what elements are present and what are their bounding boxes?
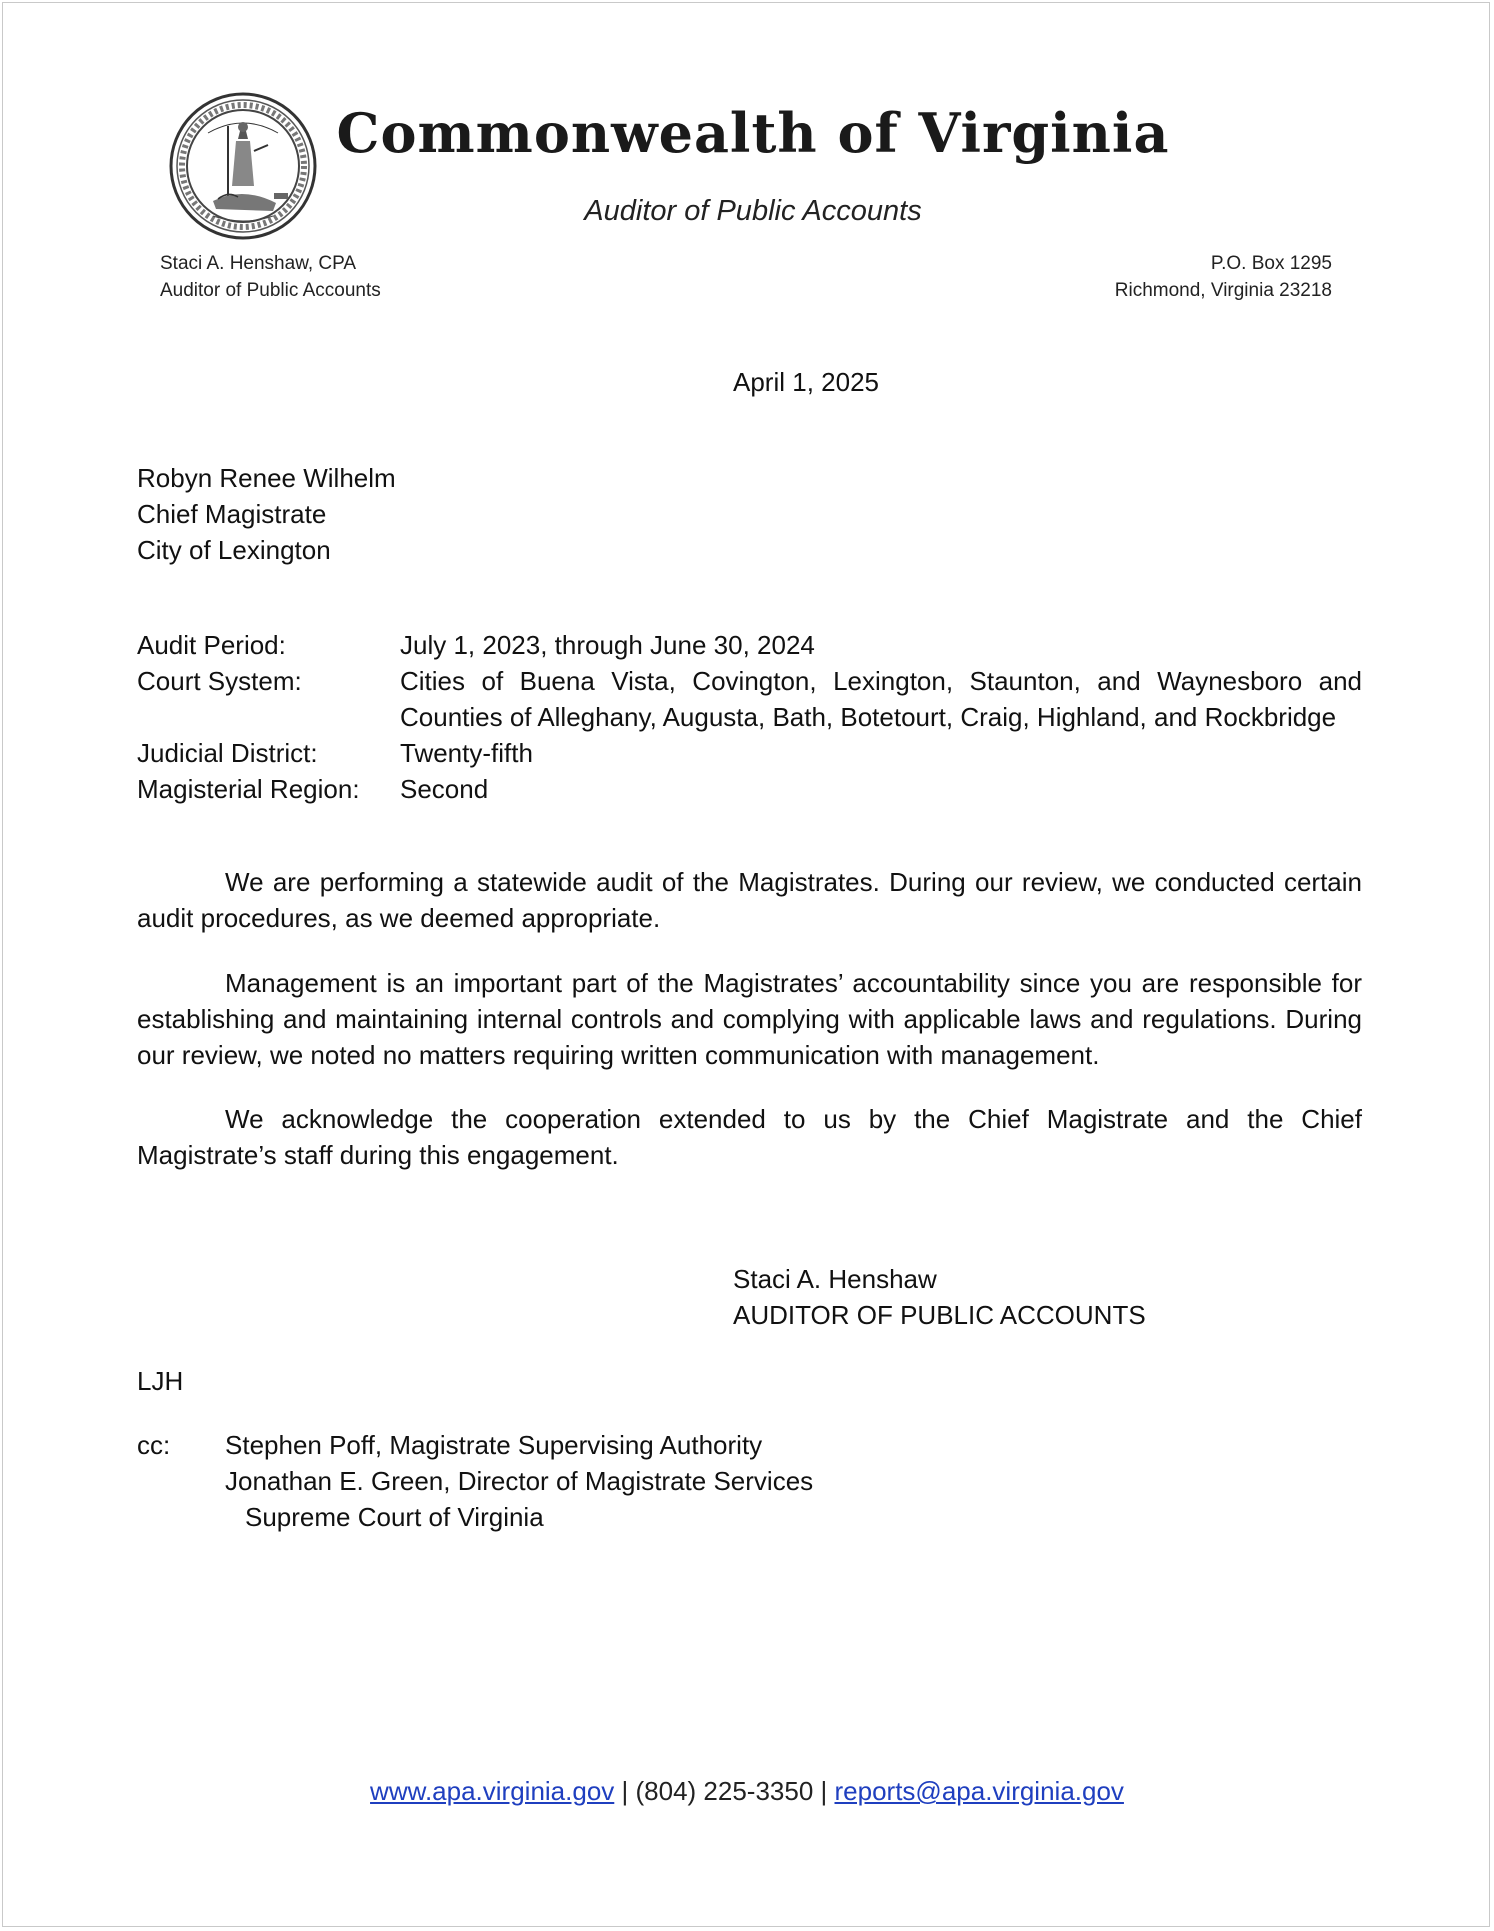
detail-row-court-system [137,663,1362,699]
signature-title: AUDITOR OF PUBLIC ACCOUNTS [733,1300,1146,1330]
cc-label: cc: [137,1430,171,1460]
detail-label: Judicial District: [137,738,318,768]
body-paragraph: We acknowledge the cooperation extended to us by the Chief Magistrate and the Chief Magistrate’s staff during this engagement. [137,1104,1362,1170]
address-city: Richmond, Virginia 23218 [1114,280,1332,301]
detail-value: July 1, 2023, through June 30, 2024 [400,630,815,660]
cc-recipient: Jonathan E. Green, Director of Magistrate Services [225,1466,814,1496]
signature-name: Staci A. Henshaw [733,1264,937,1294]
footer-separator: | [614,1776,636,1806]
detail-row-judicial-district [137,735,1362,771]
virginia-seal-icon [168,91,318,241]
letter-date: April 1, 2025 [733,367,879,397]
detail-label: Court System: [137,666,302,696]
detail-value: Twenty-fifth [400,738,533,768]
body-paragraph: We are performing a statewide audit of the Magistrates. During our review, we conducted certain audit procedures, as we deemed appropriate. [137,867,1362,933]
detail-value: Second [400,774,489,804]
email-link[interactable]: reports@apa.virginia.gov [834,1776,1124,1806]
footer-separator: | [813,1776,835,1806]
footer [3,1776,1491,1807]
letterhead-address-block [1115,250,1332,304]
detail-value-continuation: Counties of Alleghany, Augusta, Bath, Botetourt, Craig, Highland, and Rockbridge [400,702,1337,732]
address-po-box: P.O. Box 1295 [1210,253,1332,274]
audit-details [137,627,1362,807]
detail-row-court-system-cont [137,699,1362,735]
website-link[interactable]: www.apa.virginia.gov [370,1776,615,1806]
detail-row-audit-period [137,627,1362,663]
recipient-locality: City of Lexington [137,535,331,565]
typist-initials: LJH [137,1366,184,1396]
letter-page [2,2,1490,1927]
sender-title: Auditor of Public Accounts [160,280,381,301]
cc-organization: Supreme Court of Virginia [245,1502,544,1532]
cc-recipient: Stephen Poff, Magistrate Supervising Authority [225,1430,763,1460]
recipient-title: Chief Magistrate [137,499,327,529]
body-paragraph: Management is an important part of the Magistrates’ accountability since you are responsible for establishing and maintaining internal controls and complying with applicable laws and regulations. During our review, we noted no matters requiring written communication with management. [137,968,1362,1070]
footer-phone: (804) 225-3350 [635,1776,814,1806]
cc-recipients [225,1427,813,1535]
detail-row-magisterial-region [137,771,1362,807]
sender-name: Staci A. Henshaw, CPA [160,253,357,274]
letterhead-subtitle: Auditor of Public Accounts [584,195,922,227]
detail-label: Magisterial Region: [137,774,360,804]
letterhead-sender-block [160,250,381,304]
letterhead-title: Commonwealth of Virginia [336,101,1170,165]
signature-block [733,1261,1146,1333]
recipient-name: Robyn Renee Wilhelm [137,463,396,493]
detail-value: Cities of Buena Vista, Covington, Lexington, Staunton, and Waynesboro and [400,666,1362,696]
detail-label: Audit Period: [137,630,286,660]
recipient-block [137,460,396,568]
cc-block [137,1427,813,1535]
